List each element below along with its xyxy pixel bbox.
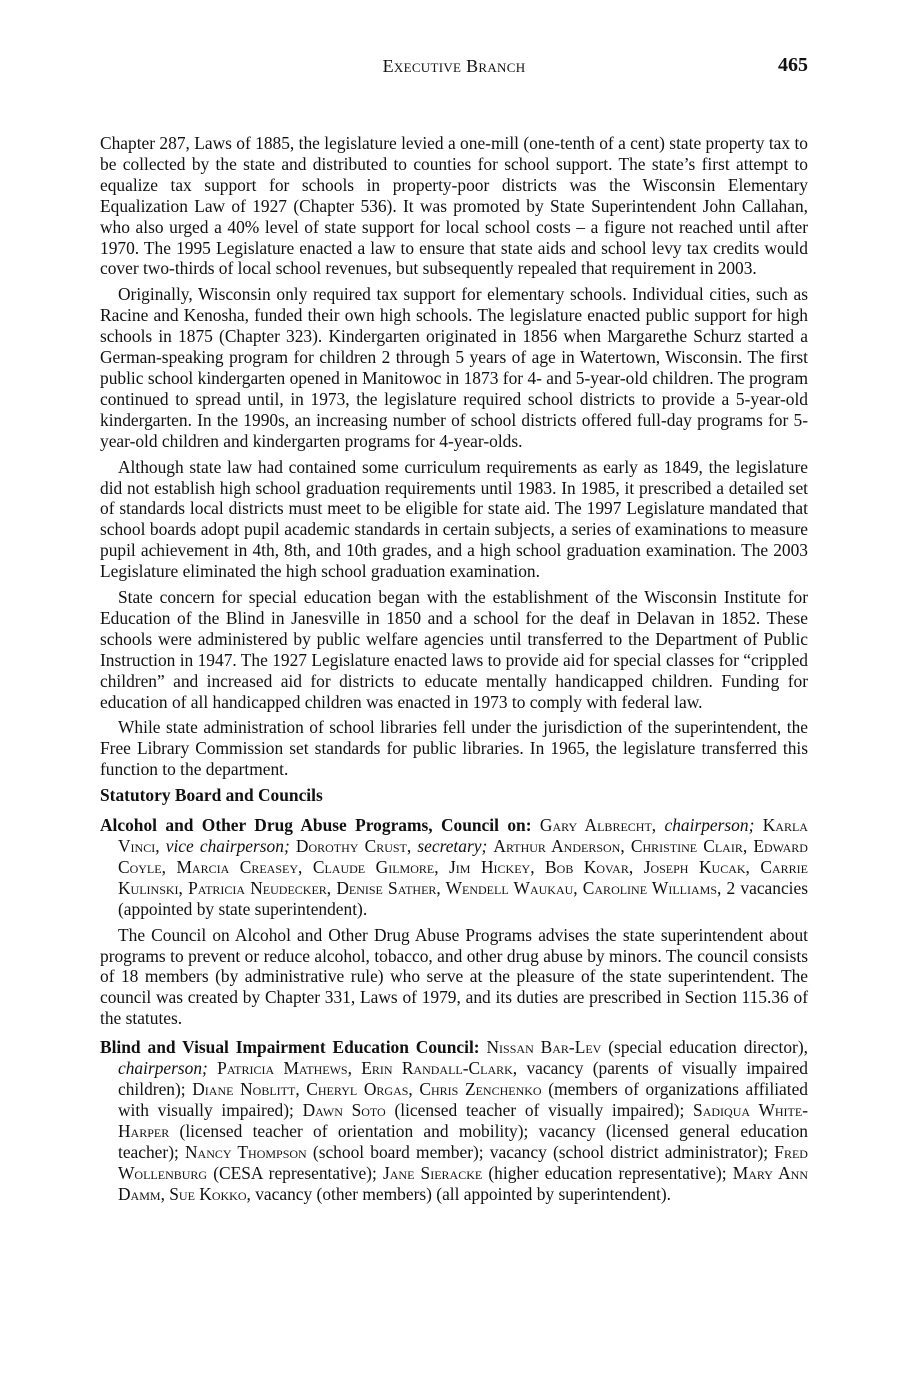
member-name: Dawn Soto <box>302 1099 386 1120</box>
member-detail: vacancy (parents of visually impaired children); <box>118 1058 808 1099</box>
member-name: Karla Vinci <box>118 815 808 856</box>
member-role: vice chairperson; <box>165 836 290 856</box>
member-role: chairperson; <box>664 815 755 836</box>
member-detail: (school board member); vacancy (school district administrator); <box>312 1141 769 1162</box>
member-detail: (CESA representative); <box>213 1162 377 1183</box>
council-title: Blind and Visual Impairment Education Council: <box>100 1037 480 1058</box>
member-names: Mary Ann Damm, Sue Kokko, <box>118 1162 809 1204</box>
member-detail: (special education director), <box>608 1037 808 1058</box>
paragraph: Chapter 287, Laws of 1885, the legislature levied a one-mill (one-tenth of a cent) state property tax to be collected by the state and distributed to counties for school support. The state’s first attempt to equalize tax support for schools in property-poor districts was the Wisconsin Elementary Equalization Law of 1927 (Chapter 536). It was promoted by State Superintendent John Callahan, who also urged a 40% level of state support for local school costs – a figure not reached until after 1970. The 1995 Legislature enacted a law to ensure that state aids and school levy tax credits would cover two-thirds of local school revenues, but subsequently repealed that requirement in 2003. <box>100 133 808 279</box>
member-name: Fred Wollenburg <box>118 1141 808 1183</box>
page-body <box>100 133 808 1204</box>
section-heading: Statutory Board and Councils <box>100 785 323 806</box>
page-header <box>100 56 808 82</box>
member-names: Patricia Mathews, Erin Randall-Clark, <box>217 1058 518 1079</box>
member-name: Sadiqua White-Harper <box>118 1099 808 1141</box>
member-name: Jane Sieracke <box>382 1162 483 1183</box>
member-detail: (licensed teacher of orientation and mobility); vacancy (licensed general education teacher); <box>118 1120 808 1162</box>
council-entry-blind-visual-impairment <box>100 1037 808 1204</box>
page-number: 465 <box>778 54 808 76</box>
running-head: Executive Branch <box>382 56 526 76</box>
member-role: chairperson; <box>118 1058 208 1079</box>
paragraph: Although state law had contained some curriculum requirements as early as 1849, the legislature did not establish high school graduation requirements until 1983. In 1985, it prescribed a detailed set of standards local districts must meet to be eligible for state aid. The 1997 Legislature mandated that school boards adopt pupil academic standards in certain subjects, a series of examinations to measure pupil achievement in 4th, 8th, and 10th grades, and a high school graduation examination. The 2003 Legislature eliminated the high school graduation examination. <box>100 456 808 582</box>
member-names: Arthur Anderson, Christine Clair, Edward Coyle, Marcia Creasey, Claude Gilmore, Jim Hickey, Bob Kovar, Joseph Kucak, Carrie Kulinski, Patricia Neudecker, Denise Sather, Wendell Waukau, Caroline Williams, <box>118 836 808 898</box>
council-tail: 2 vacancies (appointed by state superintendent). <box>118 877 808 919</box>
council-entry-alcohol-drug-abuse: Alcohol and Other Drug Abuse Programs, Council on: Gary Albrecht, chairperson; Karla Vinci, vice chairperson; Dorothy Crust, secretary; Arthur Anderson, Christine Clair, Edward Coyle, Marcia Creasey, Claude Gilmore, Jim Hickey, Bob Kovar, Joseph Kucak, Carrie Kulinski, Patricia Neudecker, Denise Sather, Wendell Waukau, Caroline Williams, 2 vacancies (appointed by state superintendent). <box>100 815 808 919</box>
paragraph: Originally, Wisconsin only required tax support for elementary schools. Individual cities, such as Racine and Kenosha, funded their own high schools. The legislature enacted public support for high schools in 1875 (Chapter 323). Kindergarten originated in 1856 when Margarethe Schurz started a German-speaking program for children 2 through 5 years of age in Watertown, Wisconsin. The first public school kindergarten opened in Manitowoc in 1873 for 4- and 5-year-old children. The program continued to spread until, in 1973, the legislature required school districts to provide a 5-year-old kindergarten. In the 1990s, an increasing number of school districts offered full-day programs for 5-year-old children and kindergarten programs for 4-year-olds. <box>100 284 808 451</box>
member-name: Nissan Bar-Lev <box>486 1037 602 1058</box>
member-detail: vacancy (other members) (all appointed by superintendent). <box>255 1183 671 1204</box>
paragraph: State concern for special education began with the establishment of the Wisconsin Institute for Education of the Blind in Janesville in 1850 and a school for the deaf in Delavan in 1852. These schools were administered by public welfare agencies until transferred to the Department of Public Instruction in 1947. The 1927 Legislature enacted laws to provide aid for special classes for “crippled children” and increased aid for districts to educate mentally handicapped children. Funding for education of all handicapped children was enacted in 1973 to comply with federal law. <box>100 587 808 712</box>
member-name: Dorothy Crust <box>295 836 407 856</box>
member-name: Gary Albrecht <box>539 815 652 836</box>
paragraph: While state administration of school libraries fell under the jurisdiction of the superintendent, the Free Library Commission set standards for public libraries. In 1965, the legislature transferred this function to the department. <box>100 717 808 780</box>
member-role: secretary; <box>417 836 488 856</box>
member-detail: (members of organizations affiliated with visually impaired); <box>118 1078 808 1120</box>
member-detail: (higher education representative); <box>488 1162 727 1183</box>
council-title: Alcohol and Other Drug Abuse Programs, Council on: <box>100 815 532 836</box>
member-detail: (licensed teacher of visually impaired); <box>394 1099 685 1120</box>
member-name: Nancy Thompson <box>185 1141 307 1162</box>
council-description: The Council on Alcohol and Other Drug Abuse Programs advises the state superintendent about programs to prevent or reduce alcohol, tobacco, and other drug abuse by minors. The council consists of 18 members (by administrative rule) who serve at the pleasure of the state superintendent. The council was created by Chapter 331, Laws of 1979, and its duties are prescribed in Section 115.36 of the statutes. <box>100 924 808 1029</box>
member-names: Diane Noblitt, Cheryl Orgas, Chris Zenchenko <box>192 1078 542 1099</box>
